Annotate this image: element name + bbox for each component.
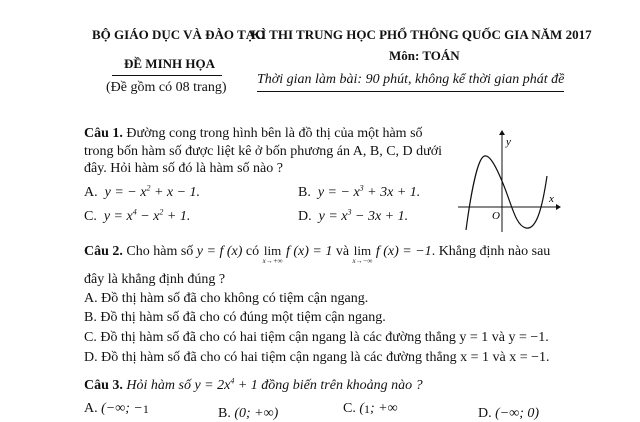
x-axis-label: x — [549, 193, 554, 205]
q2-option-c: C. Đồ thị hàm số đã cho có hai tiệm cận ngang là các đường thẳng y = 1 và y = −1. — [84, 330, 549, 345]
subject-label: Môn: TOÁN — [389, 48, 460, 63]
q1-line1 — [84, 126, 423, 142]
q2-limit-minus: lim x→−∞ — [352, 243, 373, 265]
q1-option-c-expr: $y = x^4 - x^2 + 1$. — [103, 207, 191, 224]
q1-text1: Đường cong trong hình bên là đồ thị của một hàm số — [126, 126, 423, 141]
x-axis-arrow — [556, 204, 561, 210]
exam-title: KÌ THI TRUNG HỌC PHỔ THÔNG QUỐC GIA NĂM 2017 — [251, 27, 592, 42]
cubic-graph — [456, 130, 562, 234]
q2-line1 — [84, 244, 550, 265]
q2-limit-plus-expr: f (x) = 1 — [285, 244, 333, 259]
q2-limit-plus: lim x→+∞ — [262, 243, 283, 265]
q3-option-c-fraction: 1 — [364, 401, 371, 416]
y-axis-arrow — [499, 130, 505, 135]
q1-option-b — [298, 185, 420, 201]
q1-label: Câu 1. — [84, 126, 123, 141]
cubic-curve — [466, 156, 547, 230]
q3-text: Hỏi hàm số $y = 2x^4 + 1$ đồng biến trên khoảng nào ? — [126, 376, 423, 393]
q2-limit-minus-expr: f (x) = −1 — [375, 244, 432, 259]
q1-option-b-expr: y = − $x^3 + 3x + 1$. — [317, 183, 421, 200]
q1-option-d-expr: $y = x^3 - 3x + 1$. — [318, 207, 409, 224]
q2-line2: đây là khẳng định đúng ? — [84, 272, 226, 287]
q1-option-c — [84, 209, 190, 225]
q3-line1 — [84, 378, 423, 394]
q1-option-d-letter: D. — [298, 209, 312, 224]
q2-text2: có — [245, 244, 260, 259]
q3-option-a-fraction: 1 — [142, 401, 149, 416]
ministry-name: BỘ GIÁO DỤC VÀ ĐÀO TẠO — [92, 27, 266, 42]
q3-label: Câu 3. — [84, 378, 123, 393]
q1-option-d — [298, 209, 408, 225]
q3-option-a: A. (−∞; − 1 — [84, 401, 149, 416]
y-axis-label: y — [506, 136, 511, 148]
q2-func: y = f (x) — [196, 244, 243, 259]
q1-line2: trong bốn hàm số được liệt kê ở bốn phương án A, B, C, D dưới — [84, 144, 443, 159]
q1-option-a-letter: A. — [84, 185, 98, 200]
q1-option-b-letter: B. — [298, 185, 311, 200]
q1-option-a-expr: y = − $x^2 + x - 1$. — [104, 183, 201, 200]
q2-text1: Cho hàm số — [126, 244, 194, 259]
q2-text4: . Khẳng định nào sau — [431, 244, 551, 259]
time-underline — [257, 91, 564, 92]
q1-option-c-letter: C. — [84, 209, 97, 224]
q2-option-d: D. Đồ thị hàm số đã cho có hai tiệm cận ngang là các đường thẳng x = 1 và x = −1. — [84, 350, 550, 365]
q3-option-c: C. ( 1 ; +∞ — [343, 401, 398, 416]
q2-option-a: A. Đồ thị hàm số đã cho không có tiệm cận ngang. — [84, 291, 369, 306]
q2-option-b: B. Đồ thị hàm số đã cho có đúng một tiệm cận ngang. — [84, 310, 386, 325]
q2-text3: và — [335, 244, 350, 259]
sample-underline — [112, 75, 222, 76]
q1-line3: đây. Hỏi hàm số đó là hàm số nào ? — [84, 161, 283, 176]
q2-label: Câu 2. — [84, 244, 123, 259]
origin-label: O — [492, 210, 500, 222]
q3-option-b: B. (0; +∞) — [218, 406, 279, 421]
time-note: Thời gian làm bài: 90 phút, không kể thời gian phát đề — [257, 72, 565, 87]
q1-option-a — [84, 185, 200, 201]
sample-label: ĐỀ MINH HỌA — [124, 56, 215, 71]
pages-note: (Đề gồm có 08 trang) — [106, 80, 227, 95]
q3-option-d: D. (−∞; 0) — [478, 406, 540, 421]
